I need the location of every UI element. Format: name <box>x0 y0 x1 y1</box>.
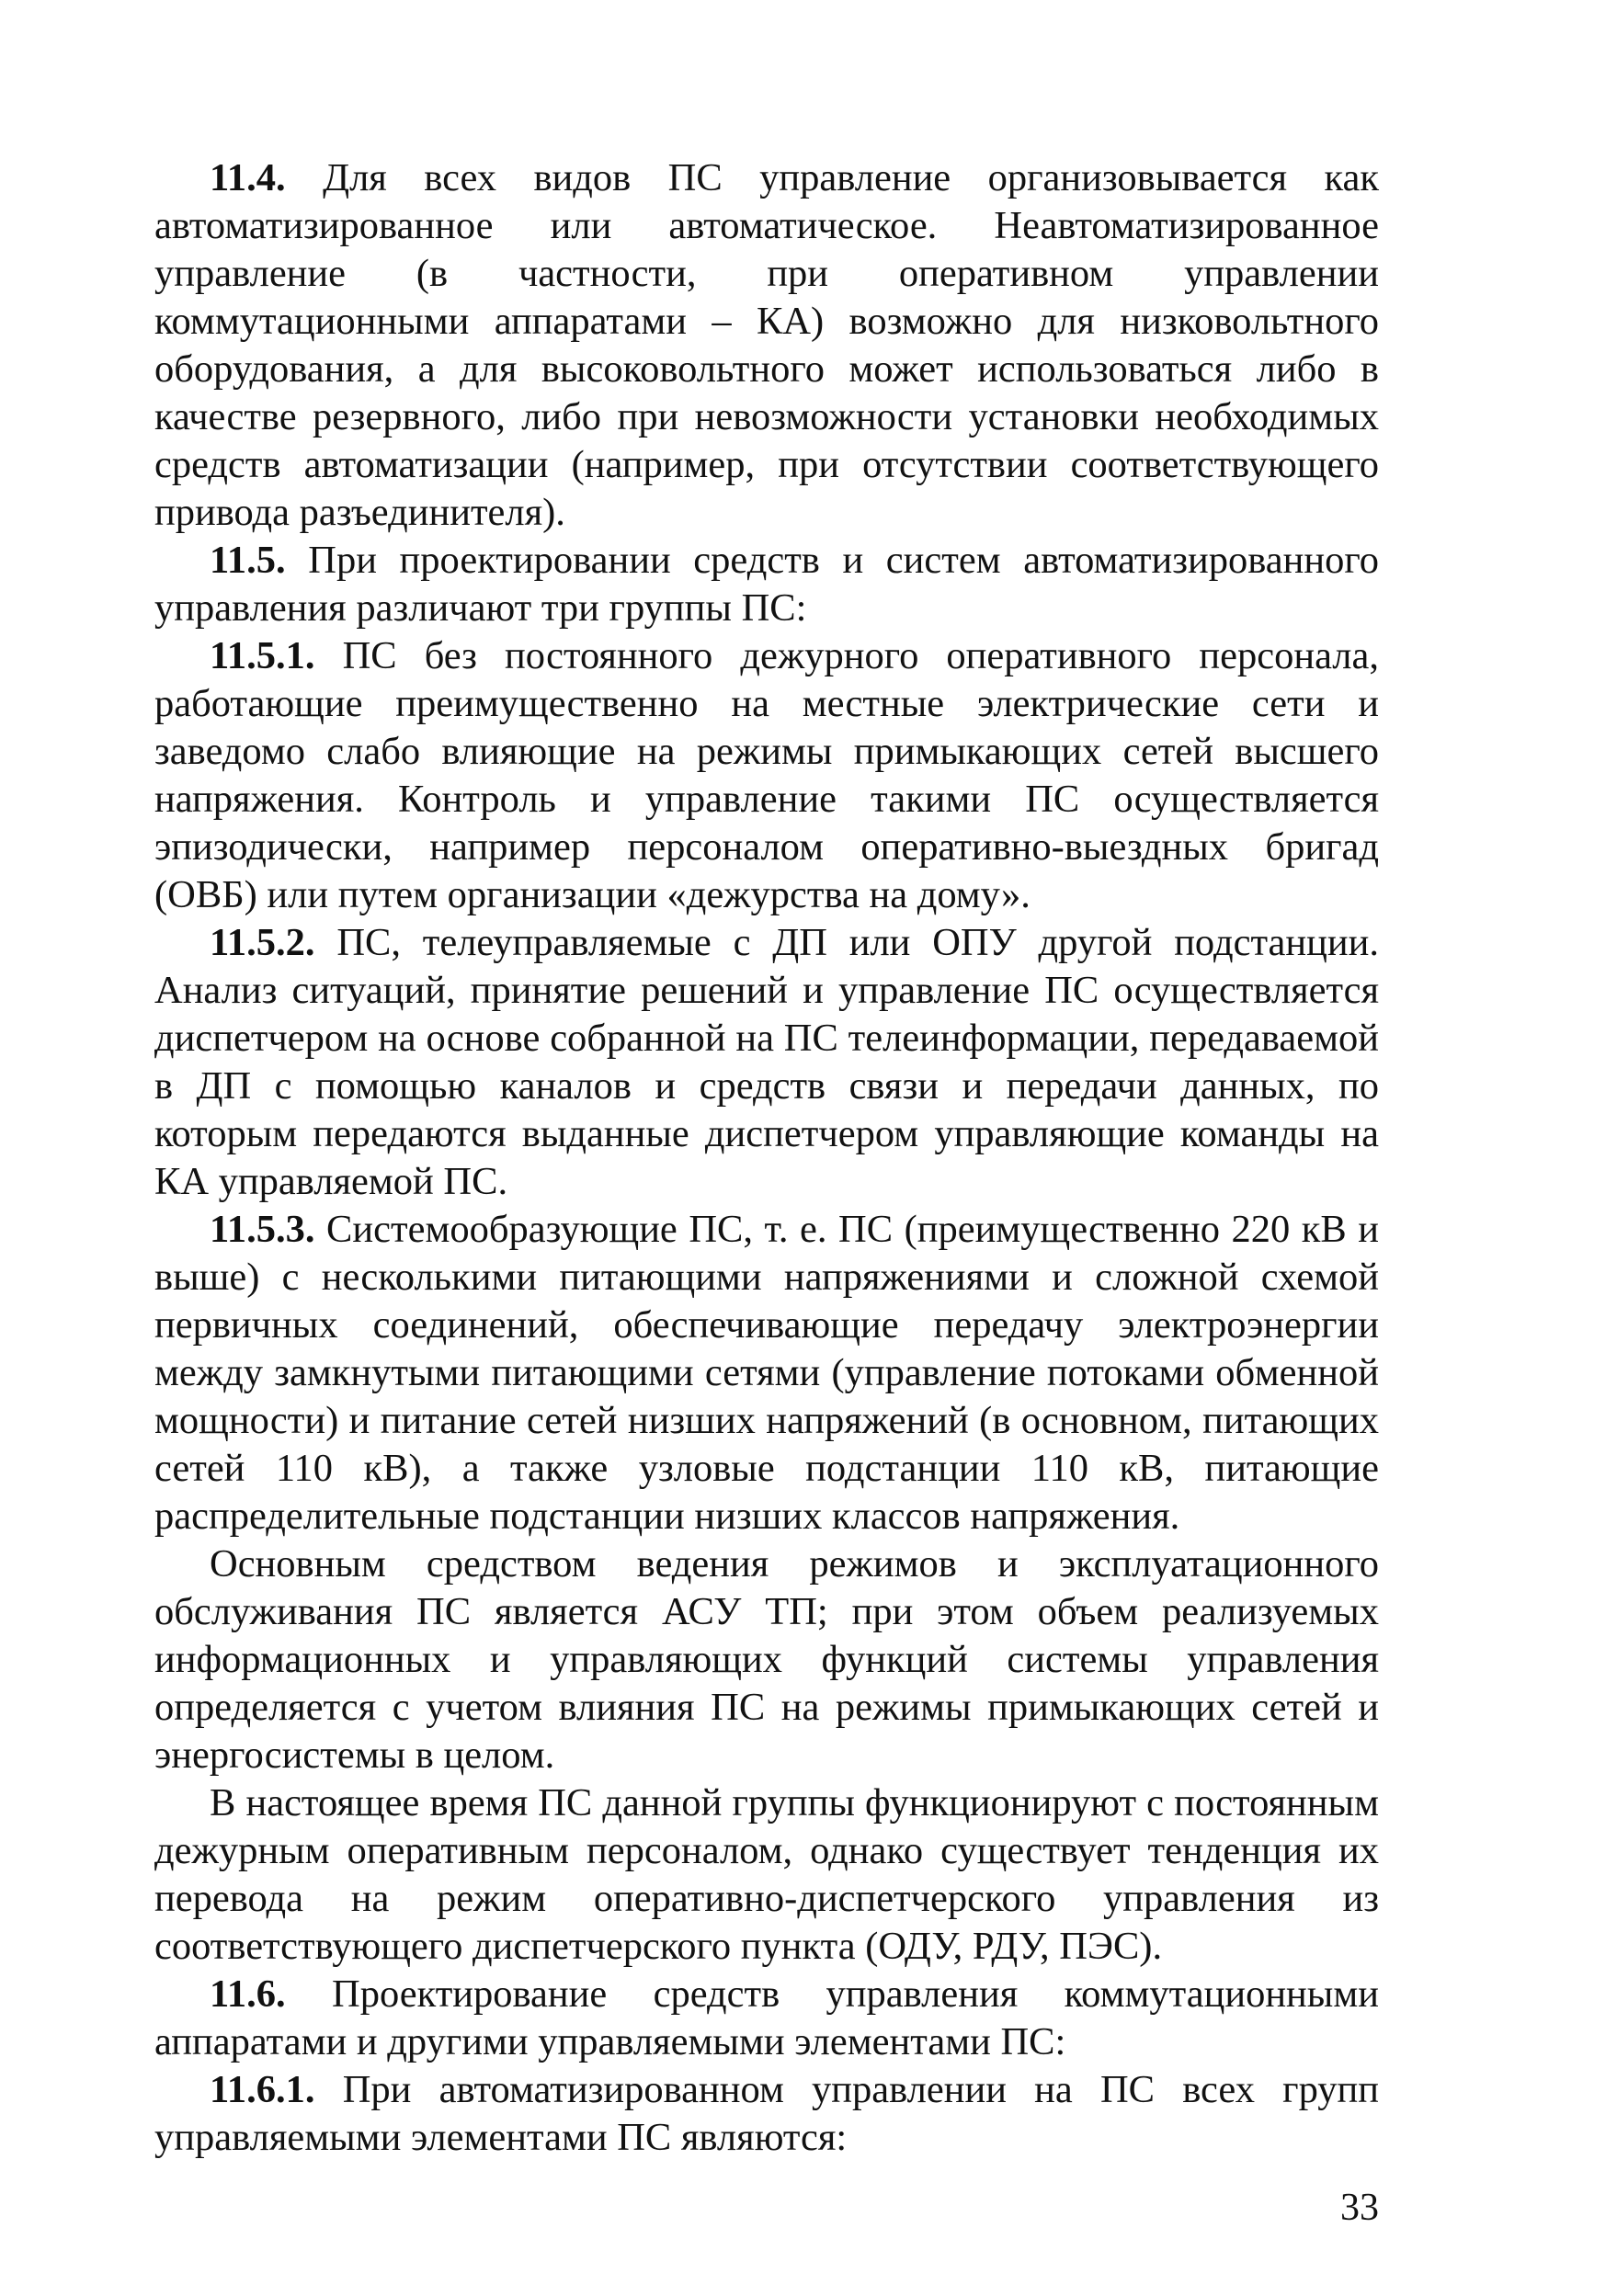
paragraph-11-5-1 <box>154 632 1379 919</box>
paragraph-asu-tp <box>154 1540 1379 1779</box>
paragraph-current-state <box>154 1779 1379 1971</box>
paragraph-11-6-1 <box>154 2066 1379 2162</box>
clause-number: 11.5. <box>210 539 286 582</box>
clause-number: 11.6. <box>210 1972 286 2016</box>
paragraph-text: При автоматизированном управлении на ПС всех групп управляемыми элементами ПС являются: <box>154 2068 1380 2159</box>
paragraph-text: Проектирование средств управления коммутационными аппаратами и другими управляемыми элементами ПС: <box>154 1972 1379 2063</box>
paragraph-text: ПС без постоянного дежурного оперативного персонала, работающие преимущественно на местные электрические сети и заведомо слабо влияющие на режимы примыкающих сетей высшего напряжения. Контроль и управление такими ПС осуществляется эпизодически, например персоналом оперативно-выездных бригад (ОВБ) или путем организации «дежурства на дому». <box>154 634 1380 916</box>
paragraph-11-5-3 <box>154 1206 1379 1540</box>
paragraph-text: Основным средством ведения режимов и эксплуатационного обслуживания ПС является АСУ ТП; при этом объем реализуемых информационных и управляющих функций системы управления определяется с учетом влияния ПС на режимы примыкающих сетей и энергосистемы в целом. <box>154 1542 1379 1777</box>
clause-number: 11.5.1. <box>210 634 315 677</box>
paragraph-11-6 <box>154 1971 1379 2066</box>
paragraph-11-5-2 <box>154 919 1379 1206</box>
page-number: 33 <box>1340 2187 1379 2229</box>
clause-number: 11.5.2. <box>210 921 315 964</box>
paragraph-text: ПС, телеуправляемые с ДП или ОПУ другой подстанции. Анализ ситуаций, принятие решений и управление ПС осуществляется диспетчером на основе собранной на ПС телеинформации, передаваемой в ДП с помощью каналов и средств связи и передачи данных, по которым передаются выданные диспетчером управляющие команды на КА управляемой ПС. <box>154 921 1380 1203</box>
clause-number: 11.6.1. <box>210 2068 315 2111</box>
clause-number: 11.5.3. <box>210 1208 315 1251</box>
paragraph-text: В настоящее время ПС данной группы функционируют с постоянным дежурным оперативным персоналом, однако существует тенденция их перевода на режим оперативно-диспетчерского управления из соответствующего диспетчерского пункта (ОДУ, РДУ, ПЭС). <box>154 1781 1379 1968</box>
paragraph-text: Для всех видов ПС управление организовывается как автоматизированное или автоматическое. Неавтоматизированное управление (в частности, при оперативном управлении коммутационными аппаратами – КА) возможно для низковольтного оборудования, а для высоковольтного может использоваться либо в качестве резервного, либо при невозможности установки необходимых средств автоматизации (например, при отсутствии соответствующего привода разъединителя). <box>154 156 1379 534</box>
clause-number: 11.4. <box>210 156 286 199</box>
paragraph-11-5 <box>154 537 1379 632</box>
document-page <box>154 154 1379 2268</box>
paragraph-11-4 <box>154 154 1379 537</box>
paragraph-text: Системообразующие ПС, т. е. ПС (преимущественно 220 кВ и выше) с несколькими питающими напряжениями и сложной схемой первичных соединений, обеспечивающие передачу электроэнергии между замкнутыми питающими сетями (управление потоками обменной мощности) и питание сетей низших напряжений (в основном, питающих сетей 110 кВ), а также узловые подстанции 110 кВ, питающие распределительные подстанции низших классов напряжения. <box>154 1208 1379 1538</box>
paragraph-text: При проектировании средств и систем автоматизированного управления различают три группы ПС: <box>154 539 1379 630</box>
